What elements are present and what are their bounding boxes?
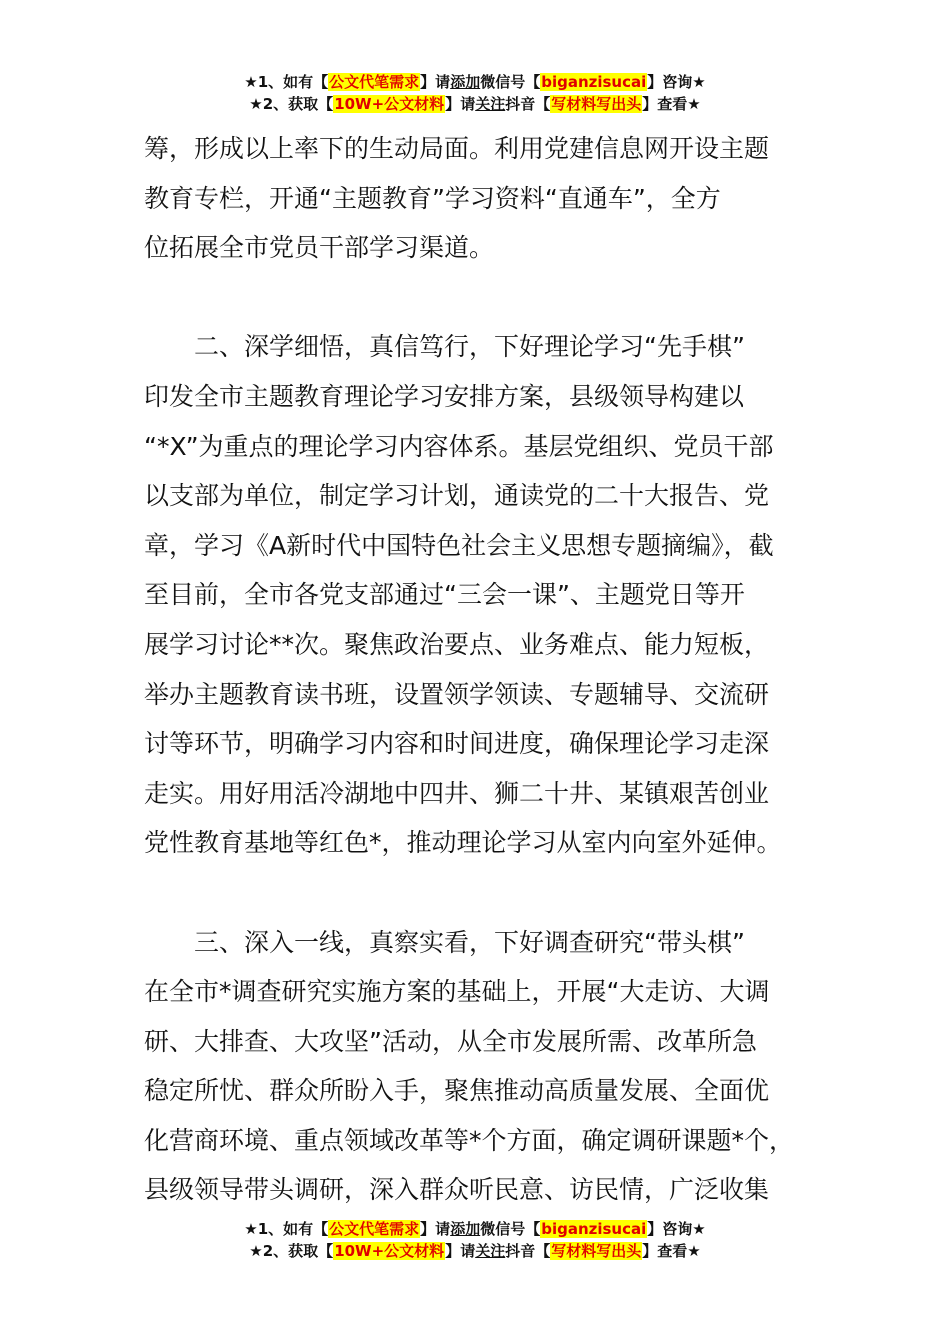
body-line: 在全市*调查研究实施方案的基础上，开展“大走访、大调 (144, 977, 770, 1007)
footer-line-1 (0, 1218, 950, 1240)
body-line: 化营商环境、重点领域改革等*个方面，确定调研课题*个， (144, 1125, 795, 1155)
banner-text: 微信号【 (480, 1220, 541, 1238)
banner-text: ★1、如有【 (244, 1220, 329, 1238)
footer-banner (0, 1218, 950, 1262)
banner-text: 】请 (420, 1220, 451, 1238)
highlight-wechat-id: biganzisucai (541, 1220, 647, 1238)
body-line: 举办主题教育读书班，设置领学领读、专题辅导、交流研 (144, 679, 770, 709)
banner-text: 抖音【 (505, 95, 551, 113)
body-line: 研、大排查、大攻坚”活动，从全市发展所需、改革所急 (144, 1026, 757, 1056)
banner-text: 】咨询★ (647, 1220, 706, 1238)
banner-text: 】请 (445, 1242, 476, 1260)
body-line: 教育专栏，开通“主题教育”学习资料“直通车”，全方 (144, 183, 721, 213)
paragraph-gap (144, 868, 814, 918)
body-line: 至目前，全市各党支部通过“三会一课”、主题党日等开 (144, 580, 745, 610)
banner-underlined-text: 关注 (475, 95, 506, 113)
highlight-service: 公文代笔需求 (329, 1220, 420, 1238)
banner-text: 微信号【 (480, 73, 541, 91)
header-banner (0, 71, 950, 115)
document-body (144, 124, 814, 1215)
highlight-materials: 10W+公文材料 (334, 1242, 445, 1260)
banner-text: ★2、获取【 (249, 1242, 334, 1260)
section-heading-2: 二、深学细悟，真信笃行，下好理论学习“先手棋” (194, 332, 745, 362)
body-line: 展学习讨论**次。聚焦政治要点、业务难点、能力短板， (144, 629, 770, 659)
banner-line-2 (0, 93, 950, 115)
body-line: 印发全市主题教育理论学习安排方案，县级领导构建以 (144, 381, 745, 411)
body-line: 以支部为单位，制定学习计划，通读党的二十大报告、党 (144, 481, 770, 511)
highlight-materials: 10W+公文材料 (334, 95, 445, 113)
body-line: 党性教育基地等红色*，推动理论学习从室内向室外延伸。 (144, 828, 782, 858)
body-line: 筹，形成以上率下的生动局面。利用党建信息网开设主题 (144, 134, 770, 163)
highlight-service: 公文代笔需求 (329, 73, 420, 91)
section-heading-3: 三、深入一线，真察实看，下好调查研究“带头棋” (194, 927, 745, 957)
banner-text: 】查看★ (642, 1242, 701, 1260)
body-line: 位拓展全市党员干部学习渠道。 (144, 233, 495, 263)
banner-underlined-text: 关注 (475, 1242, 506, 1260)
banner-underlined-text: 添加 (450, 1220, 481, 1238)
banner-text: 抖音【 (505, 1242, 551, 1260)
footer-line-2 (0, 1240, 950, 1262)
banner-text: 】请 (445, 95, 476, 113)
banner-line-1 (0, 71, 950, 93)
paragraph-gap (144, 273, 814, 323)
banner-text: ★1、如有【 (244, 73, 329, 91)
body-line: 走实。用好用活冷湖地中四井、狮二十井、某镇艰苦创业 (144, 778, 770, 808)
highlight-douyin-account: 写材料写出头 (551, 95, 642, 113)
highlight-wechat-id: biganzisucai (541, 73, 647, 91)
body-line: 县级领导带头调研，深入群众听民意、访民情，广泛收集 (144, 1175, 770, 1205)
banner-text: ★2、获取【 (249, 95, 334, 113)
banner-text: 】请 (420, 73, 451, 91)
body-line: 章，学习《A新时代中国特色社会主义思想专题摘编》，截 (144, 530, 774, 560)
body-line: 讨等环节，明确学习内容和时间进度，确保理论学习走深 (144, 729, 770, 759)
banner-underlined-text: 添加 (450, 73, 481, 91)
banner-text: 】查看★ (642, 95, 701, 113)
highlight-douyin-account: 写材料写出头 (551, 1242, 642, 1260)
banner-text: 】咨询★ (647, 73, 706, 91)
body-line: 稳定所忧、群众所盼入手，聚焦推动高质量发展、全面优 (144, 1076, 770, 1106)
body-line: “*X”为重点的理论学习内容体系。基层党组织、党员干部 (144, 431, 774, 461)
